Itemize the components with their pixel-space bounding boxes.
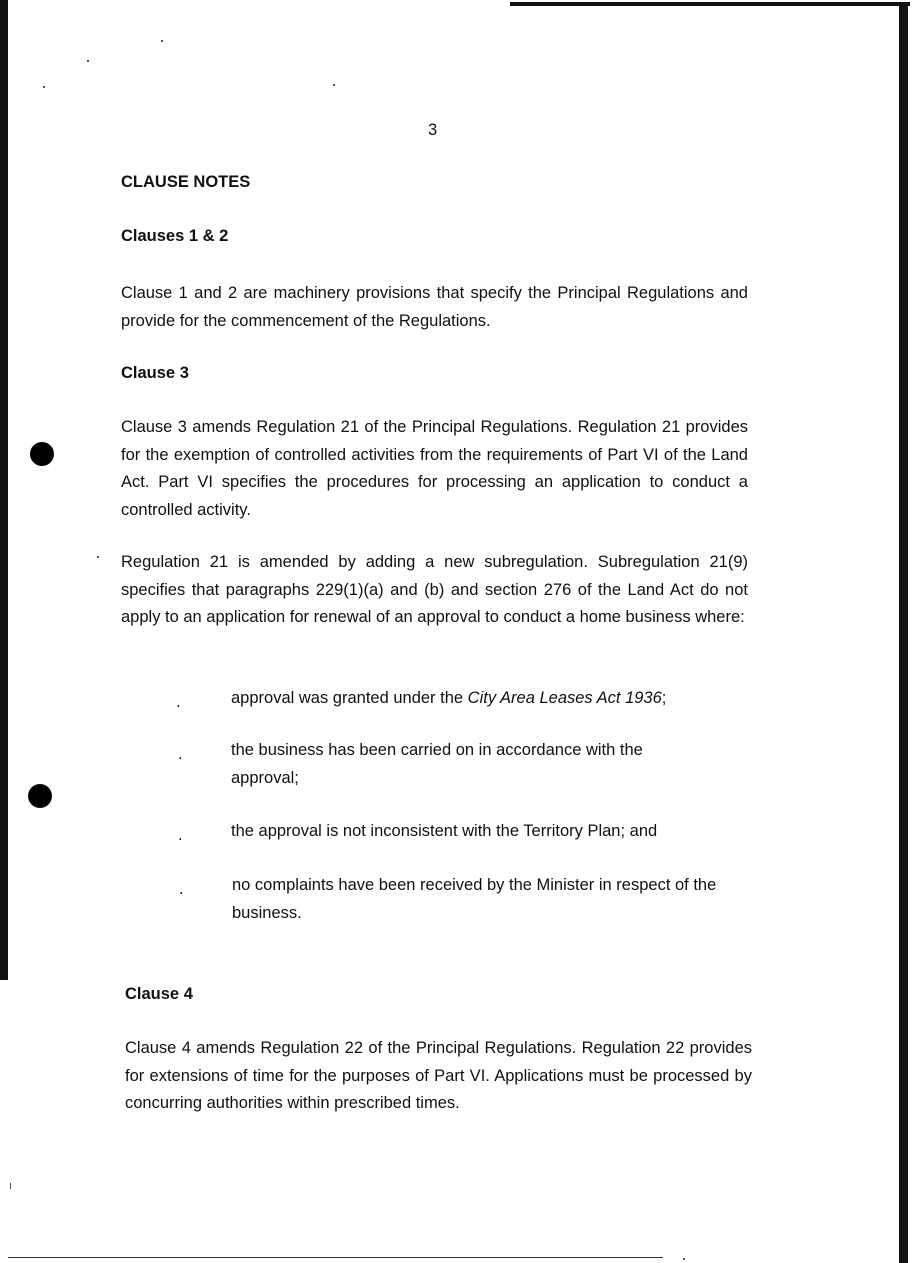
bullet-marker: . <box>178 745 183 763</box>
bullet-item: the approval is not inconsistent with the Territory Plan; and <box>231 822 658 840</box>
bullet-item: approval was granted under the City Area Leases Act 1936; <box>231 689 667 707</box>
scan-speck <box>43 86 45 88</box>
page-number: 3 <box>428 121 438 139</box>
punch-hole-bottom <box>28 784 52 808</box>
paragraph-clause-4: Clause 4 amends Regulation 22 of the Principal Regulations. Regulation 22 provides for extensions of time for the purposes of Part VI. Applications must be processed by concurring authorities within prescribed times. <box>125 1039 752 1112</box>
scan-speck <box>683 1258 685 1260</box>
scan-speck <box>333 84 335 86</box>
paragraph-clause-3-subregulation: Regulation 21 is amended by adding a new subregulation. Subregulation 21(9) specifies that paragraphs 229(1)(a) and (b) and section 276 of the Land Act do not apply to an application for renewal of an approval to conduct a home business where: <box>121 553 748 626</box>
bullet-item: the business has been carried on in accordance with the approval; <box>231 741 643 787</box>
scan-speck <box>97 556 99 558</box>
bullet-item: no complaints have been received by the Minister in respect of the business. <box>232 876 717 922</box>
bullet-marker: . <box>179 880 184 898</box>
scan-speck <box>87 60 89 62</box>
scan-speck <box>10 1183 11 1189</box>
section-title-clause-3: Clause 3 <box>121 364 189 382</box>
punch-hole-top <box>30 442 54 466</box>
scan-edge-left <box>0 0 8 980</box>
document-heading: CLAUSE NOTES <box>121 173 251 191</box>
paragraph-clause-3-intro: Clause 3 amends Regulation 21 of the Principal Regulations. Regulation 21 provides for the exemption of controlled activities from the requirements of Part VI of the Land Act. Part VI specifies the procedures for processing an application to conduct a controlled activity. <box>121 418 748 519</box>
paragraph-clauses-1-2: Clause 1 and 2 are machinery provisions that specify the Principal Regulations and provide for the commencement of the Regulations. <box>121 284 748 330</box>
scan-speck <box>161 40 163 42</box>
scan-edge-top <box>510 2 910 6</box>
scan-edge-right <box>899 6 908 1263</box>
section-title-clause-4: Clause 4 <box>125 985 193 1003</box>
bullet-marker: . <box>178 826 183 844</box>
section-title-clauses-1-2: Clauses 1 & 2 <box>121 227 229 245</box>
scan-edge-bottom <box>8 1257 663 1258</box>
bullet-marker: . <box>176 693 181 711</box>
